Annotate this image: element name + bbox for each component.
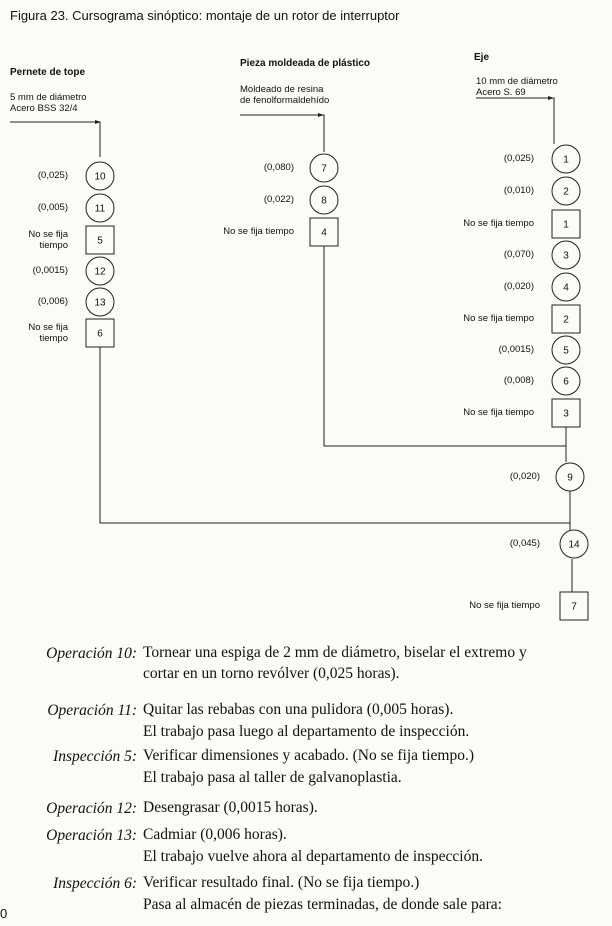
middle-entry-line	[240, 115, 324, 152]
final-step-3-number: 7	[571, 601, 577, 613]
left-column-desc-1: 5 mm de diámetro	[10, 92, 87, 103]
left-flow-line	[100, 346, 570, 530]
right-entry-arrow	[548, 96, 554, 100]
op-text-3-line-2: El trabajo pasa al taller de galvanoplastia.	[143, 769, 402, 786]
right-step-1-time-label: (0,025)	[503, 153, 534, 164]
op-text-1-line-1: Tornear una espiga de 2 mm de diámetro, biselar el extremo y	[143, 644, 527, 661]
right-step-3-number: 1	[563, 219, 569, 231]
left-step-6-number: 6	[97, 328, 103, 340]
left-step-4-number: 12	[94, 266, 106, 278]
middle-step-1-number: 7	[321, 163, 327, 175]
middle-step-1-time-label: (0,080)	[263, 162, 294, 173]
right-step-2-time-label: (0,010)	[503, 185, 534, 196]
op-text-5-line-1: Cadmiar (0,006 horas).	[143, 826, 287, 843]
left-column-desc-2: Acero BSS 32/4	[10, 103, 78, 114]
final-step-1-time-label: (0,020)	[509, 471, 540, 482]
right-step-6-time-label: No se fija tiempo	[463, 313, 534, 324]
op-label-4: Operación 12:	[46, 800, 137, 817]
final-step-2-time-label: (0,045)	[509, 538, 540, 549]
left-step-5-number: 13	[94, 297, 106, 309]
final-step-3-time-label: No se fija tiempo	[469, 600, 540, 611]
left-step-2-number: 11	[94, 203, 106, 215]
final-step-2-number: 14	[568, 539, 580, 551]
right-step-5-number: 4	[563, 282, 569, 294]
right-step-6-number: 2	[563, 314, 569, 326]
op-text-1-line-2: cortar en un torno revólver (0,025 horas).	[143, 665, 400, 682]
op-text-6-line-1: Verificar resultado final. (No se fija tiempo.)	[143, 874, 420, 891]
right-step-7-number: 5	[563, 345, 569, 357]
middle-column-title: Pieza moldeada de plástico	[240, 58, 371, 69]
middle-entry-arrow	[318, 113, 324, 117]
right-column-title: Eje	[474, 52, 490, 63]
middle-column-desc-2: de fenolformaldehído	[240, 95, 330, 106]
right-step-8-time-label: (0,008)	[503, 375, 534, 386]
right-step-5-time-label: (0,020)	[503, 281, 534, 292]
left-entry-line	[10, 122, 100, 157]
right-column-desc-2: Acero S. 69	[476, 87, 526, 98]
middle-column-desc-1: Moldeado de resina	[240, 84, 324, 95]
left-step-4-time-label: (0,0015)	[32, 265, 68, 276]
left-column-title: Pernete de tope	[10, 67, 86, 78]
op-text-3-line-1: Verificar dimensiones y acabado. (No se fija tiempo.)	[143, 747, 474, 764]
left-step-6-time-label: No se fija tiempo	[28, 322, 68, 344]
middle-step-3-number: 4	[321, 227, 327, 239]
figure-title: Figura 23. Cursograma sinóptico: montaje de un rotor de interruptor	[10, 8, 400, 23]
op-label-6: Inspección 6:	[53, 875, 137, 892]
right-step-4-time-label: (0,070)	[503, 249, 534, 260]
op-text-2-line-2: El trabajo pasa luego al departamento de inspección.	[143, 723, 470, 740]
page-number: 0	[0, 906, 8, 921]
op-label-3: Inspección 5:	[53, 748, 137, 765]
left-step-3-number: 5	[97, 235, 103, 247]
right-entry-line	[476, 98, 554, 144]
right-step-4-number: 3	[563, 250, 569, 262]
op-text-6-line-2: Pasa al almacén de piezas terminadas, de donde sale para:	[143, 896, 502, 913]
right-step-3-time-label: No se fija tiempo	[463, 218, 534, 229]
right-column-desc-1: 10 mm de diámetro	[476, 76, 558, 87]
op-text-4-line-1: Desengrasar (0,0015 horas).	[143, 799, 318, 816]
right-step-9-time-label: No se fija tiempo	[463, 407, 534, 418]
left-step-5-time-label: (0,006)	[37, 296, 68, 307]
op-label-2: Operación 11:	[47, 702, 137, 719]
left-step-1-time-label: (0,025)	[37, 170, 68, 181]
middle-step-3-time-label: No se fija tiempo	[223, 226, 294, 237]
middle-step-2-number: 8	[321, 195, 327, 207]
left-step-3-time-label: No se fija tiempo	[28, 229, 68, 251]
op-label-1: Operación 10:	[46, 645, 137, 662]
right-step-8-number: 6	[563, 376, 569, 388]
left-step-2-time-label: (0,005)	[37, 202, 68, 213]
right-step-1-number: 1	[563, 154, 569, 166]
op-text-2-line-1: Quitar las rebabas con una pulidora (0,005 horas).	[143, 701, 454, 718]
final-step-1-number: 9	[567, 472, 573, 484]
middle-step-2-time-label: (0,022)	[263, 194, 294, 205]
right-step-2-number: 2	[563, 186, 569, 198]
left-step-1-number: 10	[94, 171, 106, 183]
right-step-7-time-label: (0,0015)	[498, 344, 534, 355]
right-step-9-number: 3	[563, 408, 569, 420]
op-label-5: Operación 13:	[46, 827, 137, 844]
op-text-5-line-2: El trabajo vuelve ahora al departamento de inspección.	[143, 848, 483, 865]
